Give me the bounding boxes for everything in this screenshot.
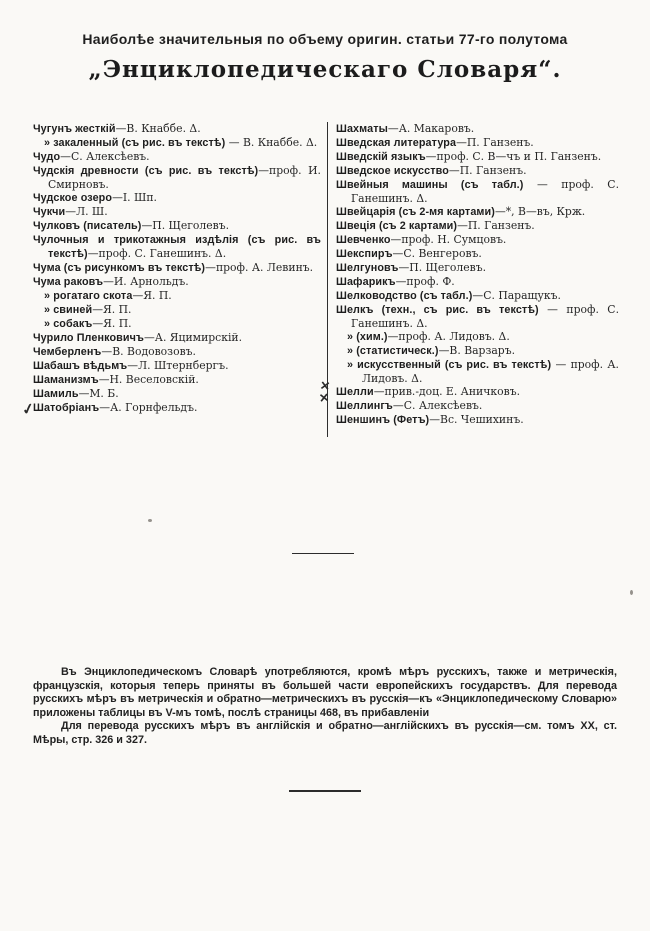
footer-note [33,666,617,747]
entry-term: Шахматы [336,123,388,135]
entry-authors: —А. Горнфельдъ. [99,401,198,414]
entry-term: Шамиль [33,388,79,400]
entry-term: Швеція (съ 2 картами) [336,220,458,232]
entry-authors: —Вс. Чешихинъ. [429,413,524,426]
entry-term: Чудо [33,151,61,163]
index-entry [336,289,619,303]
index-entry [336,219,619,233]
index-entry [336,205,619,219]
entry-term: » свиней [44,304,93,316]
index-entry [336,261,619,275]
entry-authors: —П. Ганзенъ. [456,136,534,149]
entry-term: Шеллингъ [336,400,393,412]
entry-authors: — проф. С. Ганешинъ. Δ. [351,178,620,205]
entry-term: Шелли [336,386,374,398]
entry-authors: —Я. П. [92,317,132,330]
entry-authors: —Л. Ш. [65,205,108,218]
index-entry [336,247,619,261]
entry-authors: —проф. И. Смирновъ. [48,164,321,191]
entry-term: Чума раковъ [33,276,104,288]
entry-authors: —Л. Штернбергъ. [127,359,229,372]
index-entry [33,317,321,331]
entry-authors: —I. Шп. [112,191,157,204]
entry-term: Шеншинъ (Фетъ) [336,414,430,426]
index-entry [33,275,321,289]
entry-authors: —Н. Веселовскій. [98,373,199,386]
entry-authors: —С. Венгеровъ. [392,247,482,260]
entry-authors: —И. Арнольдъ. [103,275,189,288]
margin-x-mark: ✕ [319,378,331,394]
entry-authors: —прив.-доц. Е. Аничковъ. [373,385,521,398]
index-entry [33,136,321,150]
separator-rule-top [292,553,354,554]
index-entry [33,289,321,303]
index-entry [33,150,321,164]
index-entry [33,122,321,136]
index-entry [336,178,619,205]
index-entry [33,261,321,275]
entry-authors: —С. Паращукъ. [472,289,561,302]
entry-term: Шелгуновъ [336,262,399,274]
entry-authors: —В. Водовозовъ. [101,345,196,358]
margin-check-mark: ✓ [20,398,37,420]
entry-authors: —проф. А. Левинъ. [205,261,314,274]
entry-term: Шведское искусство [336,165,449,177]
entry-authors: —С. Алексѣевъ. [392,399,483,412]
ink-speck [148,519,152,522]
index-entry [336,164,619,178]
entry-term: Шабашъ вѣдьмъ [33,360,128,372]
index-column-right [328,122,619,437]
entry-term: Швейцарія (съ 2-мя картами) [336,206,495,218]
footer-paragraph-conversion: Для перевода русскихъ мѣръ въ англійскія и обратно—англійскихъ въ русскія—см. томъ XX, ст. Мѣры, стр. 326 и 327. [33,720,617,746]
entry-authors: —проф. Н. Сумцовъ. [390,233,507,246]
index-entry [33,373,321,387]
entry-term: Шелкъ (техн., съ рис. въ текстѣ) [336,304,539,316]
entry-term: Чудскія древности (съ рис. въ текстѣ) [33,165,259,177]
entry-term: Чемберленъ [33,346,102,358]
entry-authors: —П. Щеголевъ. [398,261,487,274]
entry-authors: —Я. П. [92,303,132,316]
index-entry [336,275,619,289]
entry-term: Шафарикъ [336,276,396,288]
entry-authors: —В. Варзаръ. [438,344,516,357]
entry-authors: —проф. Ф. [395,275,455,288]
separator-rule-bottom [289,790,361,792]
entry-term: Шаманизмъ [33,374,99,386]
index-entry [336,413,619,427]
entry-authors: — проф. С. Ганешинъ. Δ. [351,303,620,330]
entry-authors: — проф. А. Лидовъ. Δ. [362,358,619,385]
entry-authors: —В. Кнаббе. Δ. [115,122,201,135]
index-entry [336,150,619,164]
entry-term: » закаленный (съ рис. въ текстѣ) [44,137,226,149]
index-entry [336,303,619,330]
index-entry [33,233,321,261]
entry-term: Чурило Пленковичъ [33,332,144,344]
entry-term: » (статистическ.) [347,345,439,357]
entry-authors: —П. Щеголевъ. [141,219,230,232]
index-column-left [33,122,321,437]
index-entry [33,359,321,373]
entry-term: Чукчи [33,206,66,218]
entry-term: Чугунъ жесткій [33,123,116,135]
margin-x-mark: ✕ [318,390,330,406]
index-entry [336,344,619,358]
index-entry [33,401,321,415]
index-entry [336,385,619,399]
entry-term: Чудское озеро [33,192,113,204]
entry-authors: —*, В—въ, Крж. [494,205,586,218]
index-entry [33,205,321,219]
entry-term: Шекспиръ [336,248,393,260]
entry-term: Шатобріанъ [33,402,100,414]
index-entry [336,233,619,247]
entry-term: Швейныя машины (съ табл.) [336,179,524,191]
index-entry [33,387,321,401]
entry-term: Чума (съ рисункомъ въ текстѣ) [33,262,206,274]
header-line: Наиболѣе значительныя по объему оригин. статьи 77-го полутома [82,31,568,47]
entry-term: Чулковъ (писатель) [33,220,142,232]
entry-term: Шелководство (съ табл.) [336,290,473,302]
entry-term: » рогатаго скота [44,290,133,302]
entry-term: Шевченко [336,234,391,246]
entry-term: Шведская литература [336,137,457,149]
index-entry [33,303,321,317]
entry-term: » собакъ [44,318,93,330]
entry-term: » искусственный (съ рис. въ текстѣ) [347,359,552,371]
index-entry [33,331,321,345]
entry-authors: —П. Ганзенъ. [448,164,527,177]
entry-authors: —Я. П. [132,289,172,302]
ink-speck [630,590,633,595]
entry-authors: — В. Кнаббе. Δ. [225,136,318,149]
page-title: „Энциклопедическаго Словаря“. [88,56,562,83]
entry-term: Шведскій языкъ [336,151,426,163]
entry-authors: —А. Яцимирскій. [143,331,243,344]
entry-authors: —С. Алексѣевъ. [60,150,150,163]
entry-authors: —А. Макаровъ. [387,122,475,135]
entry-authors: —проф. С. В—чъ и П. Ганзенъ. [425,150,602,163]
index-entry [33,164,321,191]
footer-paragraph-measures: Въ Энциклопедическомъ Словарѣ употребляются, кромѣ мѣръ русскихъ, также и метрическія, французскія, которыя теперь приняты въ большей части европейскихъ государствъ. Для перевода русскихъ мѣръ въ метрическія и обратно—метрическихъ въ русскія—къ «Энциклопедическому Словарю» приложены таблицы въ V-мъ томѣ, послѣ страницы 468, въ прибавленіи [33,666,617,719]
index-entry [336,122,619,136]
entry-term: Чулочныя и трикотажныя издѣлія (съ рис. въ текстѣ) [33,234,321,260]
index-entry [336,330,619,344]
entry-term: » (хим.) [347,331,388,343]
entry-authors: —проф. А. Лидовъ. Δ. [387,330,510,343]
index-entry [336,399,619,413]
index-entry [33,345,321,359]
index-entry [33,191,321,205]
index-entry [336,136,619,150]
entry-authors: —проф. С. Ганешинъ. Δ. [87,247,227,260]
index-entry [33,219,321,233]
entry-authors: —П. Ганзенъ. [457,219,535,232]
index-entry [336,358,619,385]
entry-authors: —М. Б. [78,387,119,400]
